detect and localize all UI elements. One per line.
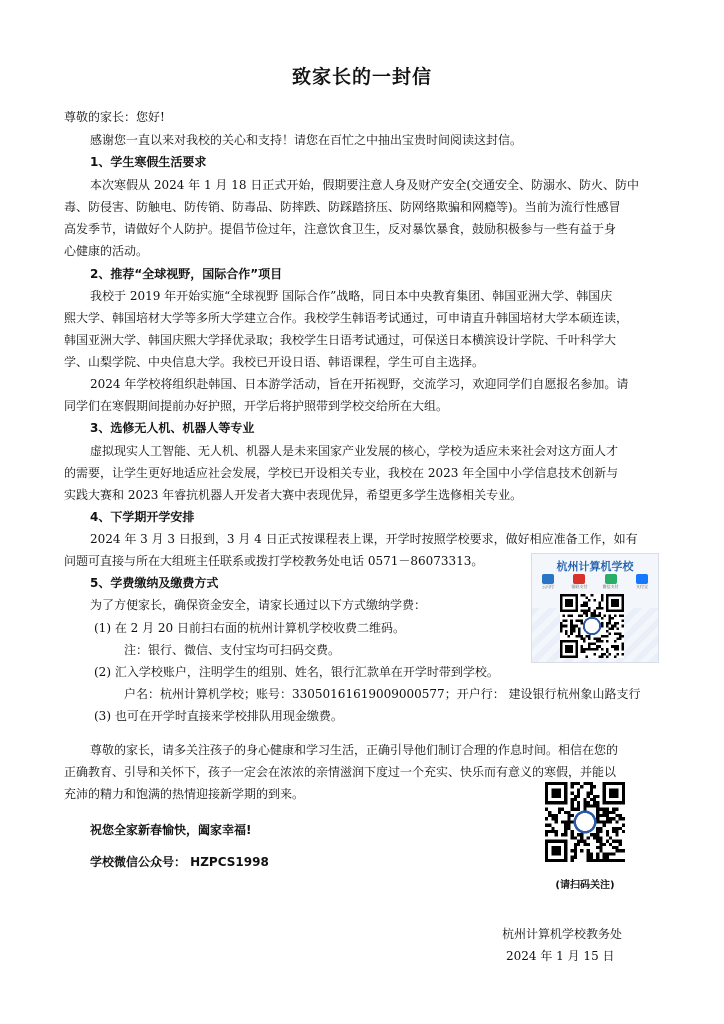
payment-method-1: (1) 在 2 月 20 日前扫右面的杭州计算机学校收费二维码。: [94, 621, 405, 635]
closing-line: 尊敬的家长，请多关注孩子的身心健康和学习生活，正确引导他们制订合理的作息时间。相信在您的: [90, 743, 619, 757]
section-2-line: 韩国亚洲大学、韩国庆熙大学择优录取；我校学生日语考试通过，可保送日本横滨设计学院、千叶科学大: [64, 333, 617, 347]
bankcard-icon: [569, 574, 589, 594]
section-3-line: 的需要，让学生更好地适应社会发展，学校已开设相关专业，我校在 2023 年全国中小学信息技术创新与: [64, 466, 619, 480]
section-3-heading: 3、选修无人机、机器人等专业: [90, 421, 255, 435]
section-2-line: 我校于 2019 年开始实施“全球视野 国际合作”战略，同日本中央教育集团、韩国亚洲大学、韩国庆: [90, 289, 613, 303]
section-2-line: 同学们在寒假期间提前办好护照，开学后将护照带到学校交给所在大组。: [64, 399, 449, 413]
closing-line: 正确教育、引导和关怀下，孩子一定会在浓浓的亲情滋润下度过一个充实、快乐而有意义的寒假，并能以: [64, 765, 617, 779]
section-5-line: 为了方便家长，确保资金安全，请家长通过以下方式缴纳学费：: [90, 598, 427, 612]
payment-qr-code[interactable]: [560, 594, 624, 658]
section-3-line: 虚拟现实人工智能、无人机、机器人是未来国家产业发展的核心，学校为适应未来社会对这方面人才: [90, 444, 619, 458]
school-emblem-icon: [575, 812, 595, 832]
alipay-icon: [632, 574, 652, 594]
payment-method-2: (2) 汇入学校账户，注明学生的组别、姓名，银行汇款单在开学时带到学校。: [94, 665, 499, 679]
intro-paragraph: 感谢您一直以来对我校的关心和支持！请您在百忙之中抽出宝贵时间阅读这封信。: [90, 133, 523, 147]
section-1-line: 毒、防侵害、防触电、防传销、防毒品、防摔跌、防踩踏挤压、防网络欺骗和网瘾等)。当前为流行性感冒: [64, 200, 621, 214]
payment-icons: [538, 574, 652, 594]
payment-card-title: 杭州计算机学校: [556, 560, 634, 573]
payment-icon-label: 微信支付: [602, 584, 619, 589]
section-4-line: 2024 年 3 月 3 日报到，3 月 4 日正式按课程表上课，开学时按照学校要求，做好相应准备工作，如有: [90, 532, 638, 546]
section-5-heading: 5、学费缴纳及缴费方式: [90, 576, 219, 590]
payment-icon-label: 云闪付: [542, 584, 554, 589]
wechat-account: 学校微信公众号： HZPCS1998: [90, 855, 269, 869]
signature-org: 杭州计算机学校教务处: [502, 927, 623, 941]
greeting: 尊敬的家长：您好!: [64, 110, 165, 124]
payment-icon-label: 银联支付: [571, 584, 588, 589]
section-3-line: 实践大赛和 2023 年睿抗机器人开发者大赛中表现优异，希望更多学生选修相关专业。: [64, 488, 523, 502]
section-4-heading: 4、下学期开学安排: [90, 510, 195, 524]
section-2-line: 熙大学、韩国培材大学等多所大学建立合作。我校学生韩语考试通过，可申请直升韩国培材大学本硕连读，: [64, 311, 629, 325]
payment-method-3: (3) 也可在开学时直接来学校排队用现金缴费。: [94, 709, 343, 723]
section-1-line: 心健康的活动。: [64, 244, 149, 258]
signature-date: 2024 年 1 月 15 日: [506, 949, 615, 963]
letter-title: 致家长的一封信: [291, 66, 432, 88]
section-2-heading: 2、推荐“全球视野，国际合作”项目: [90, 267, 283, 281]
unionpay-icon: [538, 574, 558, 594]
payment-method-1-note: 注：银行、微信、支付宝均可扫码交费。: [124, 643, 341, 657]
school-emblem-icon: [584, 618, 600, 634]
new-year-wish: 祝您全家新春愉快，阖家幸福!: [90, 823, 252, 837]
qr-caption: (请扫码关注): [555, 880, 615, 891]
section-1-heading: 1、学生寒假生活要求: [90, 155, 207, 169]
wechatpay-icon: [601, 574, 621, 594]
payment-icon-label: 支付宝: [635, 584, 648, 589]
closing-line: 充沛的精力和饱满的热情迎接新学期的到来。: [64, 787, 305, 801]
bank-account-info: 户名：杭州计算机学校；账号：33050161619009000577；开户行： 建设银行杭州象山路支行: [124, 687, 641, 701]
section-1-line: 高发季节，请做好个人防护。提倡节俭过年，注意饮食卫生，反对暴饮暴食，鼓励积极参与一些有益于身: [64, 222, 617, 236]
section-1-line: 本次寒假从 2024 年 1 月 18 日正式开始，假期要注意人身及财产安全(交通安全、防溺水、防火、防中: [90, 178, 640, 192]
section-2-line: 2024 年学校将组织赴韩国、日本游学活动，旨在开拓视野，交流学习，欢迎同学们自愿报名参加。请: [90, 377, 629, 391]
section-4-line: 问题可直接与所在大组班主任联系或拨打学校教务处电话 0571－86073313。: [64, 554, 484, 568]
section-2-line: 学、山梨学院、中央信息大学。我校已开设日语、韩语课程，学生可自主选择。: [64, 355, 485, 369]
wechat-qr-code[interactable]: [545, 782, 625, 862]
payment-qr-card: [531, 553, 659, 663]
